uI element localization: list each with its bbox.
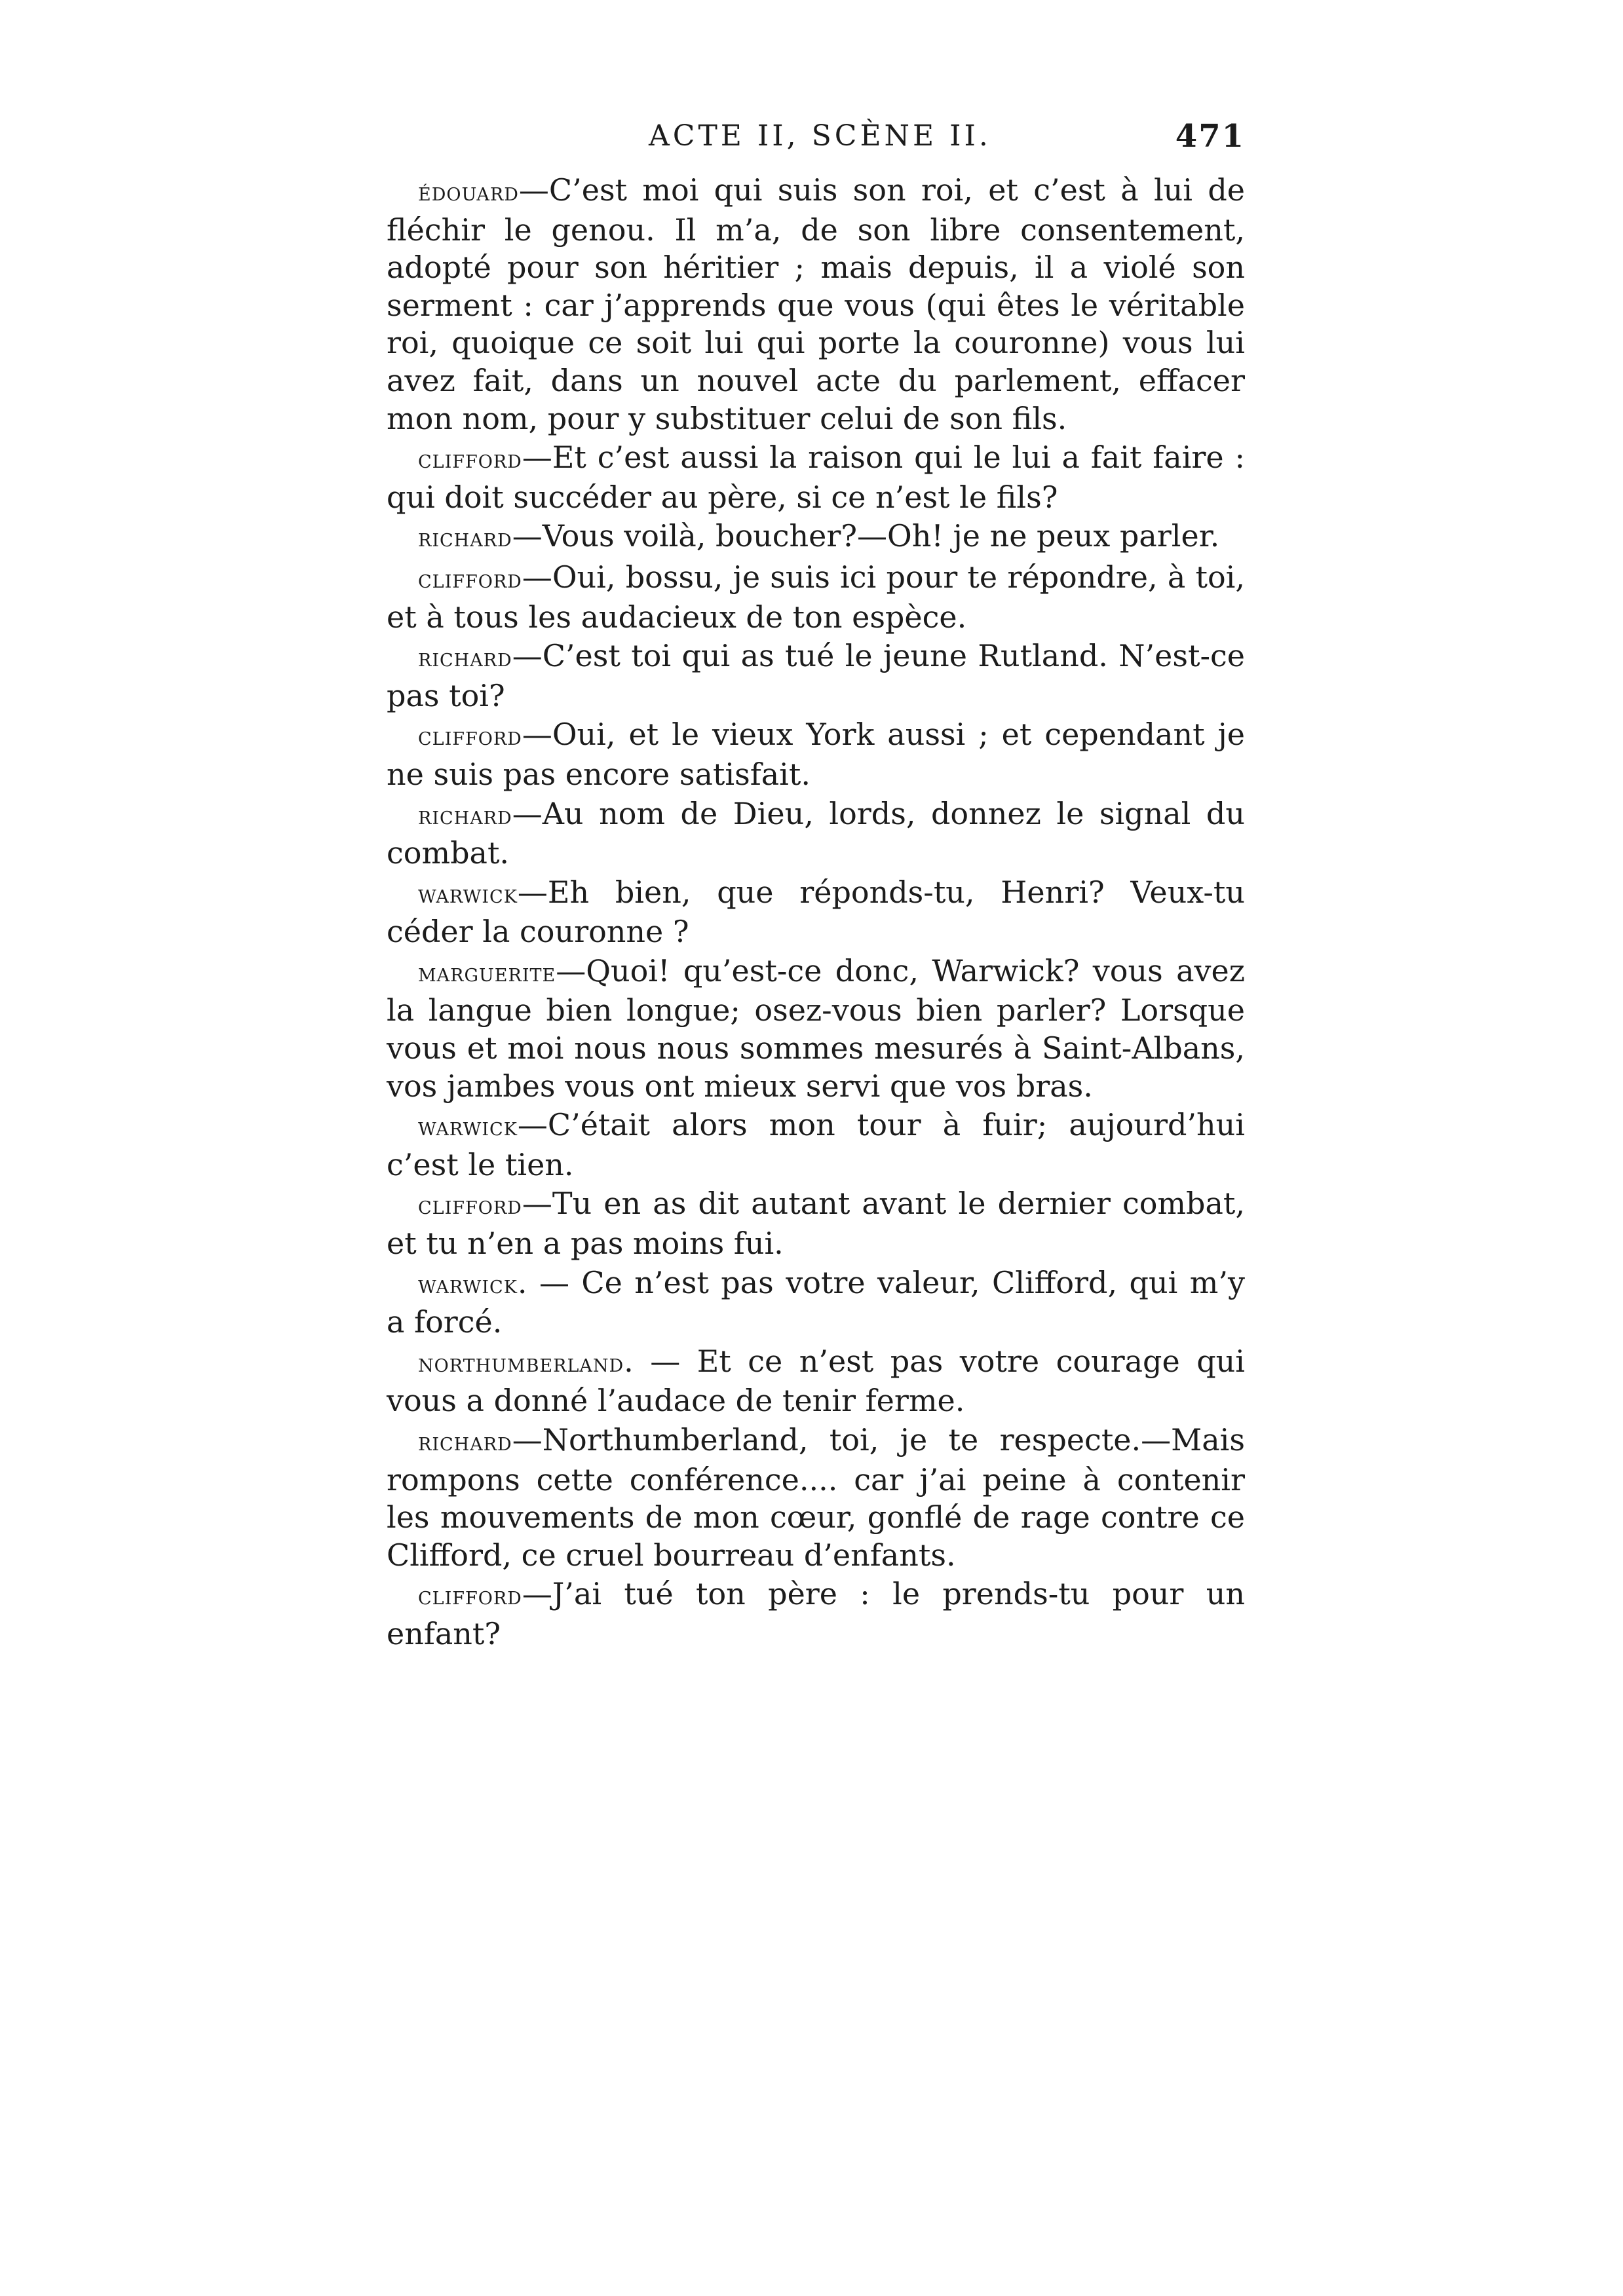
speaker-name: richard bbox=[418, 800, 512, 830]
speech-paragraph bbox=[387, 1421, 1245, 1574]
dialogue-text bbox=[387, 172, 1245, 1655]
speech-paragraph bbox=[387, 795, 1245, 873]
speech-text: —C’est toi qui as tué le jeune Rutland. N’est-ce pas toi? bbox=[387, 638, 1245, 713]
speaker-name: clifford bbox=[418, 722, 522, 751]
speaker-name: clifford bbox=[418, 1191, 522, 1220]
speaker-name: northumberland bbox=[418, 1348, 624, 1378]
speech-text: —C’est moi qui suis son roi, et c’est à lui de fléchir le genou. Il m’a, de son libre consentement, adopté pour son héritier ; mais depuis, il a violé son serment : car j’apprends que vous (qui êtes le véritable roi, quoique ce soit lui qui porte la couronne) vous lui avez fait, dans un nouvel acte du parlement, effacer mon nom, pour y substituer celui de son fils. bbox=[387, 172, 1245, 436]
speaker-name: richard bbox=[418, 643, 512, 673]
speaker-name: clifford bbox=[418, 564, 522, 593]
speech-text: . — Et ce n’est pas votre courage qui vous a donné l’audace de tenir ferme. bbox=[387, 1343, 1245, 1419]
speech-paragraph bbox=[387, 874, 1245, 951]
speech-paragraph bbox=[387, 1185, 1245, 1262]
speech-paragraph bbox=[387, 716, 1245, 793]
speech-text: —Au nom de Dieu, lords, donnez le signal du combat. bbox=[387, 795, 1245, 871]
speaker-name: warwick bbox=[418, 1270, 518, 1299]
speech-text: —Oui, bossu, je suis ici pour te répondre, à toi, et à tous les audacieux de ton espèce. bbox=[387, 559, 1245, 635]
speech-paragraph bbox=[387, 439, 1245, 516]
speech-text: —C’était alors mon tour à fuir; aujourd’hui c’est le tien. bbox=[387, 1107, 1245, 1182]
speech-paragraph bbox=[387, 518, 1245, 557]
speech-text: —Et c’est aussi la raison qui le lui a fait faire : qui doit succéder au père, si ce n’est le fils? bbox=[387, 440, 1245, 515]
chapter-heading: ACTE II, SCÈNE II. bbox=[649, 119, 991, 153]
speech-text: —Northumberland, toi, je te respecte.—Mais rompons cette conférence.... car j’ai peine à contenir les mouvements de mon cœur, gonflé de rage contre ce Clifford, ce cruel bourreau d’enfants. bbox=[387, 1422, 1245, 1573]
speech-text: —Eh bien, que réponds-tu, Henri? Veux-tu céder la couronne ? bbox=[387, 874, 1245, 950]
speech-paragraph bbox=[387, 559, 1245, 636]
speech-paragraph bbox=[387, 1343, 1245, 1420]
speaker-name: clifford bbox=[418, 1581, 522, 1611]
speech-text: —J’ai tué ton père : le prends-tu pour un enfant? bbox=[387, 1576, 1245, 1651]
speech-text: —Vous voilà, boucher?—Oh! je ne peux parler. bbox=[512, 518, 1220, 554]
speaker-name: warwick bbox=[418, 879, 518, 909]
speech-text: —Oui, et le vieux York aussi ; et cependant je ne suis pas encore satisfait. bbox=[387, 717, 1245, 792]
page-number: 471 bbox=[1175, 118, 1245, 155]
speaker-name: édouard bbox=[418, 178, 519, 206]
speech-paragraph bbox=[387, 1106, 1245, 1184]
speech-paragraph bbox=[387, 952, 1245, 1105]
speech-paragraph bbox=[387, 1264, 1245, 1342]
speech-text: . — Ce n’est pas votre valeur, Clifford, qui m’y a forcé. bbox=[387, 1264, 1245, 1340]
speaker-name: clifford bbox=[418, 445, 522, 474]
speaker-name: richard bbox=[418, 1427, 512, 1456]
speaker-name: warwick bbox=[418, 1112, 518, 1142]
speaker-name: richard bbox=[418, 523, 512, 553]
speech-text: —Tu en as dit autant avant le dernier combat, et tu n’en a pas moins fui. bbox=[387, 1186, 1245, 1262]
speech-paragraph bbox=[387, 1575, 1245, 1653]
speech-paragraph bbox=[387, 172, 1245, 438]
speaker-name: marguerite bbox=[418, 958, 556, 987]
running-head bbox=[387, 110, 1245, 162]
speech-text: —Quoi! qu’est-ce donc, Warwick? vous avez la langue bien longue; osez-vous bien parler? Lorsque vous et moi nous nous sommes mesurés à Saint-Albans, vos jambes vous ont mieux servi que vos bras. bbox=[387, 952, 1245, 1104]
speech-paragraph bbox=[387, 637, 1245, 715]
